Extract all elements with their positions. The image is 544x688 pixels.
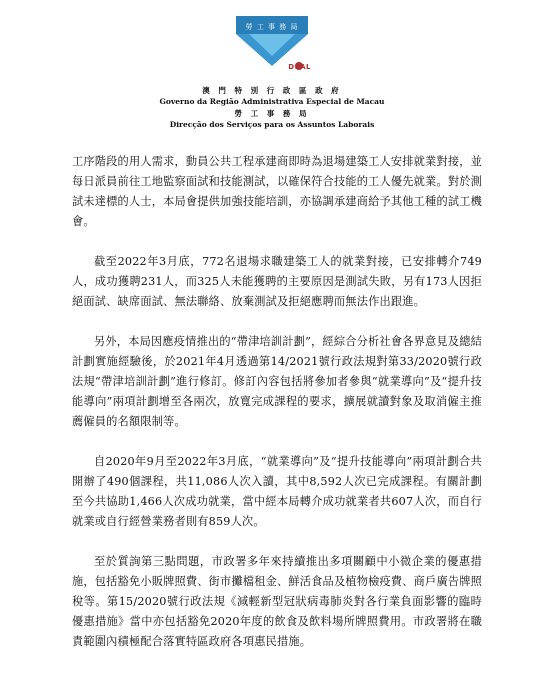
department-name-pt: Direcção dos Serviços para os Assuntos Laborais [169, 120, 375, 129]
department-name-zh: 勞 工 事 務 局 [234, 109, 310, 118]
government-name-pt: Governo da Região Administrativa Especial de Macau [159, 97, 385, 106]
paragraph: 至於質詢第三點問題，市政署多年來持續推出多項關顧中小微企業的優惠措施，包括豁免小販牌照費、街市攤檔租金、鮮活食品及植物檢疫費、商戶廣告牌照稅等。第15/2020號行政法規《減輕新型冠狀病毒肺炎對各行業負面影響的臨時優惠措施》當中亦包括豁免2020年度的飲食及飲料場所牌照費用。市政署將在職責範圍內積極配合落實特區政府各項惠民措施。 [72, 555, 482, 648]
paragraph: 截至2022年3月底，772名退場求職建築工人的就業對接，已安排轉介749人，成功獲聘231人，而325人未能獲聘的主要原因是測試失敗，另有173人因拒絕面試、缺席面試、無法聯絡、放棄測試及拒絕應聘而無法作出跟進。 [72, 255, 482, 308]
dsal-logo [229, 16, 315, 78]
letter-body [72, 152, 482, 672]
paragraph: 工序階段的用人需求，動員公共工程承建商即時為退場建築工人安排就業對接，並每日派員前往工地監察面試和技能測試，以確保符合技能的工人優先就業。對於測試未達標的人士，本局會提供加強技能培訓，亦協調承建商給予其他工種的試工機會。 [72, 155, 482, 228]
logo-text: 勞 工 事 務 局 [245, 23, 299, 31]
logo-abbreviation: DSAL [288, 63, 311, 71]
paragraph: 自2020年9月至2022年3月底，“就業導向”及“提升技能導向”兩項計劃合共開辦了490個課程，共11,086人次入讀，其中8,592人次已完成課程。有關計劃至今共協助1,466人次成功就業，當中經本局轉介成功就業者共607人次，而自行就業或自行經營業務者則有859人次。 [72, 455, 482, 528]
paragraph: 另外，本局因應疫情推出的“帶津培訓計劃”，經綜合分析社會各界意見及總結計劃實施經驗後，於2021年4月透過第14/2021號行政法規對第33/2020號行政法規“帶津培訓計劃”進行修訂。修訂內容包括將參加者參與“就業導向”及“提升技能導向”兩項計劃增至各兩次，放寬完成課程的要求，擴展就讀對象及取消僱主推薦僱員的名額限制等。 [72, 335, 482, 428]
government-name-zh: 澳 門 特 別 行 政 區 政 府 [202, 86, 342, 95]
